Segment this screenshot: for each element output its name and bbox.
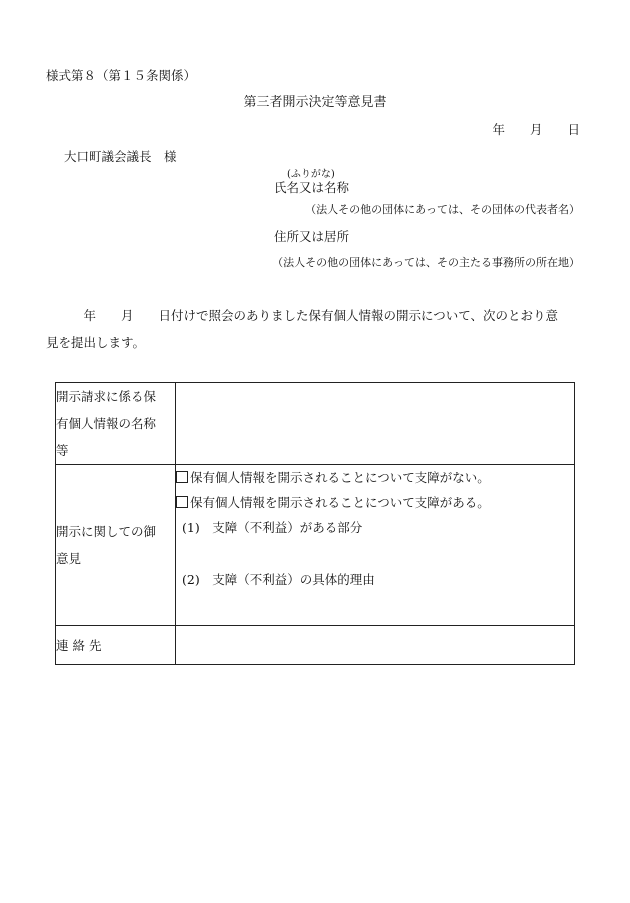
form-number: 様式第８（第１５条関係） — [46, 68, 197, 83]
contact-value-cell[interactable] — [176, 626, 575, 665]
name-label: 氏名又は名称 — [274, 180, 350, 195]
table-row-info-name — [56, 383, 575, 465]
table-row-contact — [56, 626, 575, 665]
furigana-label: (ふりがな) — [287, 169, 335, 180]
name-note: （法人その他の団体にあっては、その団体の代表者名） — [305, 203, 580, 216]
option-hindrance[interactable]: 保有個人情報を開示されることについて支障がある。 — [176, 490, 574, 515]
body-text-line2: 見を提出します。 — [46, 335, 146, 350]
address-note: （法人その他の団体にあっては、その主たる事務所の所在地） — [272, 256, 580, 269]
opinion-table — [55, 382, 575, 665]
row1-value-cell[interactable] — [176, 383, 575, 465]
sub-item-2: (2) 支障（不利益）の具体的理由 — [182, 572, 375, 587]
checkbox-hindrance[interactable] — [176, 496, 188, 508]
row2-label: 開示に関しての御意見 — [56, 465, 176, 626]
row3-label: 連 絡 先 — [56, 626, 176, 665]
opinion-cell — [176, 465, 575, 626]
document-title: 第三者開示決定等意見書 — [243, 95, 387, 110]
body-text-line1: 年 月 日付けで照会のありました保有個人情報の開示について、次のとおり意 — [46, 308, 559, 323]
date-line: 年 月 日 — [492, 122, 580, 137]
checkbox-no-hindrance[interactable] — [176, 471, 188, 483]
sub-item-1: (1) 支障（不利益）がある部分 — [182, 520, 363, 535]
row1-label: 開示請求に係る保有個人情報の名称等 — [56, 383, 176, 465]
address-label: 住所又は居所 — [274, 229, 350, 244]
table-row-opinion — [56, 465, 575, 626]
addressee: 大口町議会議長 様 — [64, 149, 177, 164]
option-no-hindrance[interactable]: 保有個人情報を開示されることについて支障がない。 — [176, 465, 574, 490]
